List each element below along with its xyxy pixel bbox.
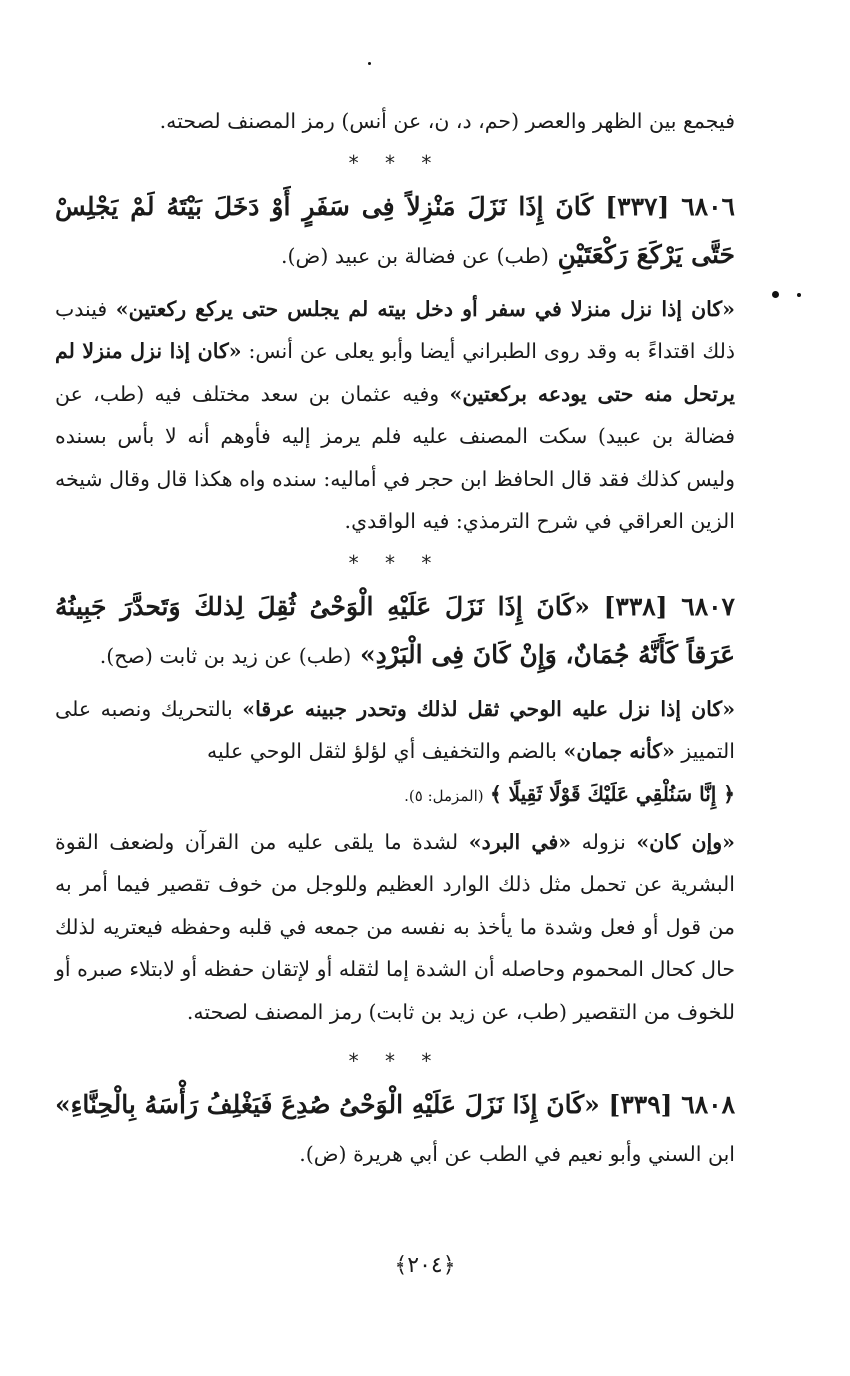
hadith-6806 <box>55 183 735 280</box>
section-separator: * * * <box>348 1049 442 1073</box>
commentary-quote: «كان إذا نزل منزلا في سفر أو دخل بيته لم يجلس حتى يركع ركعتين» <box>115 296 735 321</box>
commentary-text: لشدة ما يلقى عليه من القرآن ولضعف القوة البشرية عن تحمل مثل ذلك الوارد العظيم وللوجل من خوف تقصير فيما أمر به من قول أو فعل وشدة ما يأخذ به نفسه من جمعه في قلبه وحفظه فيعتريه لذلك حال كحال المحموم وحاصله أن الشدة إما لثقله أو لإتقان حفظه أو لابتلاء صبره أو للخوف من التقصير (طب، عن زيد بن ثابت) رمز المصنف لصحته. <box>55 829 735 1024</box>
section-separator: * * * <box>348 150 442 175</box>
commentary-quote: «كان إذا نزل عليه الوحي ثقل لذلك وتحدر جبينه عرقا» <box>242 696 736 721</box>
commentary-text: بالضم والتخفيف أي لؤلؤ لثقل الوحي عليه <box>206 739 557 763</box>
commentary-text: وفيه عثمان بن سعد مختلف فيه (طب، عن فضالة بن عبيد) سكت المصنف عليه فلم يرمز إليه فأوهم أنه لا بأس بسنده وليس كذلك فقد قال الحافظ ابن حجر في أماليه: سنده واه هكذا قال وقال شيخه الزين العراقي في شرح الترمذي: فيه الواقدي. <box>55 381 735 533</box>
scan-speck <box>368 62 371 65</box>
hadith-text: «كَانَ إِذَا نَزَلَ عَلَيْهِ الْوَحْىُ ثُقِلَ لِذلكَ وَتَحدَّرَ جَبِينُهُ عَرَقاً كَأَنَّهُ جُمَانٌ، وَإِنْ كَانَ فِى الْبَرْدِ» <box>55 591 735 669</box>
commentary-quote: «وإن كان» <box>636 829 735 854</box>
commentary-text: بالتحريك ونصبه على التمييز <box>55 696 735 763</box>
hadith-source: ابن السني وأبو نعيم في الطب عن أبي هريرة (ض). <box>299 1142 735 1166</box>
commentary-quote: «كأنه جمان» <box>563 739 675 763</box>
hadith-source: (طب) عن زيد بن ثابت (صح). <box>99 643 352 668</box>
hadith-number: ٦٨٠٧ [٣٣٨] <box>603 591 735 621</box>
hadith-source: (طب) عن فضالة بن عبيد (ض). <box>281 243 549 268</box>
hadith-6807 <box>55 583 735 680</box>
hadith-6808 <box>55 1081 735 1178</box>
hadith-number: ٦٨٠٦ [٣٣٧] <box>605 191 735 221</box>
hadith-text: كَانَ إِذَا نَزَلَ مَنْزِلاً فِى سَفَرٍ أَوْ دَخَلَ بَيْتَهُ لَمْ يَجْلِسْ حَتَّى يَرْكَعَ رَكْعَتَيْنِ <box>55 191 735 269</box>
quran-reference: (المزمل: ٥). <box>404 786 484 805</box>
hadith-text: «كَانَ إِذَا نَزَلَ عَلَيْهِ الْوَحْىُ صُدِعَ فَيَغْلِفُ رَأْسَهُ بِالْحِنَّاءِ» <box>55 1090 600 1119</box>
scan-speck <box>797 293 801 297</box>
top-line: فيجمع بين الظهر والعصر (حم، د، ن، عن أنس) رمز المصنف لصحته. <box>159 109 735 133</box>
commentary-text: فيندب ذلك اقتداءً به وقد روى الطبراني أيضا وأبو يعلى عن أنس: <box>55 296 735 363</box>
commentary-6807 <box>55 688 735 773</box>
quran-verse <box>55 773 735 817</box>
page-number: ﴿٢٠٤﴾ <box>394 1253 456 1278</box>
commentary-6806 <box>55 288 735 543</box>
page-body <box>55 100 735 1178</box>
commentary-text: نزوله <box>581 829 626 854</box>
section-separator: * * * <box>348 550 442 575</box>
commentary-6807-continued <box>55 821 735 1034</box>
quran-text: ﴿ إِنَّا سَنُلْقِي عَلَيْكَ قَوْلًا ثَقِيلًا ﴾ <box>489 781 735 806</box>
commentary-quote: «كان إذا نزل منزلا لم يرتحل منه حتى يودعه بركعتين» <box>55 339 735 406</box>
hadith-number: ٦٨٠٨ [٣٣٩] <box>608 1090 735 1119</box>
scan-speck <box>772 291 779 298</box>
commentary-quote: «في البرد» <box>468 829 572 854</box>
